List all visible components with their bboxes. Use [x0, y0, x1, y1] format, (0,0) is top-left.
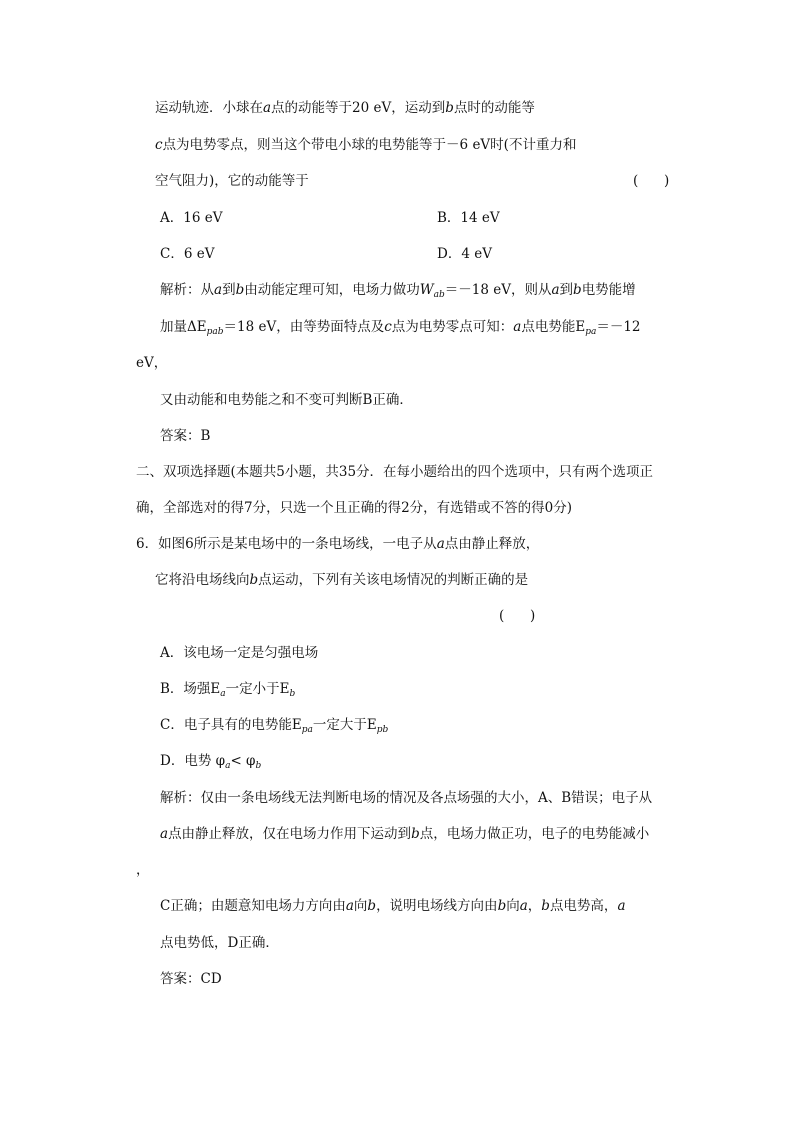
text: 点由静止释放，仅在电场力作用下运动到 [168, 826, 412, 842]
q6-option-b [160, 680, 295, 703]
q5-analysis-line-1 [160, 281, 636, 304]
var-b: b [541, 898, 550, 914]
var-a: a [617, 898, 626, 914]
var-b: b [411, 826, 420, 842]
q6-analysis-line-1: 解析：仅由一条电场线无法判断电场的情况及各点场强的大小，A、B错误；电子从 [160, 790, 653, 806]
text: 到 [559, 282, 574, 298]
q6-analysis-line-5: 点电势低，D正确． [160, 935, 279, 951]
q5-analysis-line-2 [160, 318, 641, 341]
text: 点为电势零点可知： [391, 319, 514, 335]
q5-analysis-line-4: 又由动能和电势能之和不变可判断B正确． [160, 392, 413, 408]
q5-stem-line-3 [155, 172, 309, 190]
q5-analysis-line-3: eV， [136, 355, 168, 371]
q6-option-c [160, 716, 388, 739]
var-c: c [155, 137, 163, 153]
text: ＝－12 [596, 319, 641, 335]
var-b: b [249, 572, 259, 588]
q6-answer: 答案：CD [160, 971, 222, 987]
q6-stem-line-2 [155, 571, 528, 589]
subscript: pb [376, 725, 389, 735]
text: 6．如图6所示是某电场中的一条电场线，一电子从 [136, 536, 437, 552]
q6-analysis-line-3: ， [136, 862, 150, 878]
var-a: a [345, 898, 354, 914]
var-c: c [384, 319, 392, 335]
var-a: a [214, 282, 223, 298]
var-w: W [419, 282, 434, 298]
text: 加量ΔE [160, 319, 207, 335]
var-b: b [497, 898, 507, 914]
text: 运动轨迹．小球在 [155, 100, 263, 116]
var-b: b [445, 100, 454, 116]
var-a: a [513, 319, 522, 335]
text: 点为电势零点，则当这个带电小球的电势能等于－6 eV时(不计重力和 [162, 137, 577, 153]
subscript: pab [206, 327, 224, 337]
text: 点由静止释放， [444, 536, 540, 552]
text: 电势能增 [581, 282, 636, 298]
var-b: b [573, 282, 582, 298]
text: 点时的动能等 [453, 100, 535, 116]
q5-answer-blank: ( ) [633, 173, 670, 189]
var-a: a [263, 100, 272, 116]
q6-stem-line-1 [136, 535, 539, 553]
var-a: a [551, 282, 560, 298]
text: 解析：从 [160, 282, 214, 298]
text: C．电子具有的电势能E [160, 717, 302, 733]
subscript: b [255, 761, 262, 771]
text: 到 [222, 282, 236, 298]
text: 点运动，下列有关该电场情况的判断正确的是 [258, 572, 529, 588]
q6-option-a: A．该电场一定是匀强电场 [160, 645, 319, 661]
text: 点，电场力做正功，电子的电势能减小 [419, 826, 650, 842]
q6-analysis-line-2 [160, 825, 649, 843]
subscript: b [289, 689, 296, 699]
text: 一定小于E [225, 681, 290, 697]
text: ，说明电场线方向由 [376, 898, 498, 914]
text: D．电势 φ [160, 753, 226, 769]
q5-option-a: A．16 eV [160, 210, 223, 226]
q6-option-d [160, 752, 261, 775]
text: 一定大于E [312, 717, 377, 733]
subscript: pa [301, 725, 313, 735]
section-2-header-line-2: 确，全部选对的得7分，只选一个且正确的得2分，有选错或不答的得0分) [136, 500, 573, 516]
text: C正确；由题意知电场力方向由 [160, 898, 346, 914]
text: ＝18 eV，由等势面特点及 [223, 319, 385, 335]
q6-analysis-line-4 [160, 897, 626, 915]
text: 它将沿电场线向 [155, 572, 250, 588]
var-a: a [160, 826, 169, 842]
text: B．场强E [160, 681, 221, 697]
q5-stem-line-2 [155, 136, 576, 154]
text: 点电势高， [549, 898, 618, 914]
text: ＝－18 eV，则从 [444, 282, 552, 298]
q5-answer: 答案：B [160, 428, 211, 444]
subscript: ab [433, 290, 445, 300]
q5-stem-line-1 [155, 99, 535, 117]
text: ， [527, 898, 542, 914]
q5-option-c: C．6 eV [160, 246, 215, 262]
text: 点的动能等于20 eV，运动到 [271, 100, 446, 116]
subscript: a [225, 761, 231, 771]
section-2-header-line-1: 二、双项选择题(本题共5小题，共35分．在每小题给出的四个选项中，只有两个选项正 [136, 464, 654, 480]
var-a: a [519, 898, 528, 914]
text: 向 [506, 898, 520, 914]
text: 由动能定理可知，电场力做功 [244, 282, 420, 298]
text: 空气阻力)，它的动能等于 [155, 173, 309, 189]
subscript: a [220, 689, 226, 699]
text: 点电势能E [521, 319, 586, 335]
q5-option-d: D．4 eV [437, 246, 492, 262]
q5-option-b: B．14 eV [437, 210, 500, 226]
text: 向 [353, 898, 368, 914]
q6-answer-blank: ( ) [499, 608, 536, 624]
var-a: a [436, 536, 445, 552]
subscript: pa [585, 327, 597, 337]
var-b: b [235, 282, 245, 298]
var-b: b [367, 898, 377, 914]
text: < φ [230, 753, 256, 769]
